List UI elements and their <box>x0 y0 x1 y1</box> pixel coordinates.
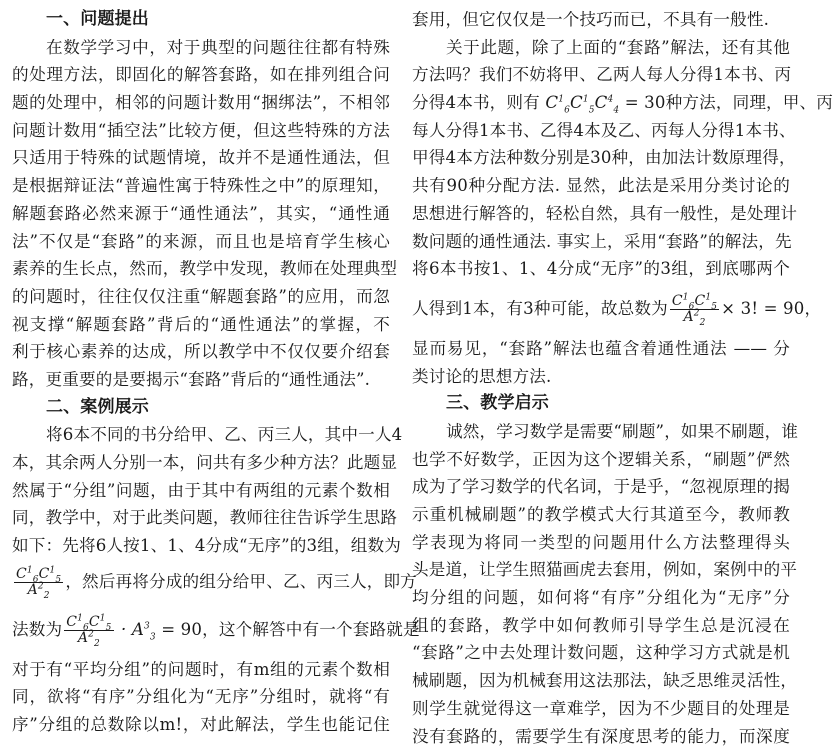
paragraph-line: 同，教学中，对于此类问题，教师往往告诉学生思路 <box>12 504 390 532</box>
paragraph-line: 路，更重要的是要揭示“套路”背后的“通性通法”. <box>12 366 390 394</box>
right-column <box>412 6 790 750</box>
paragraph-line: 解题套路必然来源于“通性通法”，其实，“通性通 <box>12 200 390 228</box>
formula-line <box>12 604 390 656</box>
formula-text: = 30种方法，同理，甲、丙 <box>625 93 833 112</box>
formula-text: × 3! = 90， <box>721 299 821 318</box>
formula-text: 法数为 <box>12 620 62 639</box>
paragraph-line: “套路”之中去处理计数问题，这种学习方式就是机 <box>412 639 790 667</box>
fraction-groups: $\frac{C^1_6C^1_5}{A^2_2}$ <box>14 567 63 597</box>
paragraph-line: 成为了学习数学的代名词，于是乎，“忽视原理的揭 <box>412 473 790 501</box>
paragraph-line: 题的处理中，相邻的问题计数用“捆绑法”，不相邻 <box>12 89 390 117</box>
paragraph-line: 利于核心素养的达成，所以教学中不仅仅要介绍套 <box>12 338 390 366</box>
paragraph-line: 则学生就觉得这一章难学，因为不少题目的处理是 <box>412 695 790 723</box>
formula-text: 分得4本书，则有 <box>412 93 540 112</box>
formula-text: 人得到1本，有3种可能，故总数为 <box>412 299 668 318</box>
paragraph-line: 头是道，让学生照猫画虎去套用，例如，案例中的平 <box>412 556 790 584</box>
paragraph-line: 视支撑“解题套路”背后的“通性通法”的掌握，不 <box>12 311 390 339</box>
paragraph-line: 是根据辩证法“普遍性寓于特殊性之中”的原理知， <box>12 172 390 200</box>
formula-line <box>412 89 790 117</box>
paragraph-line: 素养的生长点，然而，教学中发现，教师在处理典型 <box>12 255 390 283</box>
paragraph-line: 套用，但它仅仅是一个技巧而已，不具有一般性. <box>412 6 790 34</box>
paragraph-line: 没有套路的，需要学生有深度思考的能力，而深度 <box>412 723 790 750</box>
paragraph-line: 的处理方法，即固化的解答套路，如在排列组合问 <box>12 61 390 89</box>
paragraph-line: 数问题的通性通法. 事实上，采用“套路”的解法，先 <box>412 228 790 256</box>
paragraph-line: 类讨论的思想方法. <box>412 363 790 391</box>
paragraph-line: 序”分组的总数除以m!，对此解法，学生也能记住 <box>12 711 390 739</box>
fraction-groups: $\frac{C^1_6C^1_5}{A^2_2}$ <box>670 294 719 324</box>
paragraph-line: 械刷题，因为机械套用这法那法，缺乏思维灵活性， <box>412 667 790 695</box>
paragraph-line: 如下：先将6人按1、1、4分成“无序”的3组，组数为 <box>12 532 390 560</box>
paragraph-line: 组的套路，教学中如何教师引导学生总是沉浸在 <box>412 612 790 640</box>
left-column <box>12 6 390 739</box>
paragraph-line: 思想进行解答的，轻松自然，具有一般性，是处理计 <box>412 200 790 228</box>
paragraph-line: 甲得4本方法种数分别是30种，由加法计数原理得， <box>412 144 790 172</box>
formula-line <box>412 283 790 335</box>
paragraph-line: 方法吗？我们不妨将甲、乙两人每人分得1本书、丙 <box>412 61 790 89</box>
formula-line <box>12 560 390 604</box>
heading-problem: 一、问题提出 <box>12 6 390 34</box>
paragraph-line: 每人分得1本书、乙得4本及乙、丙每人分得1本书、 <box>412 117 790 145</box>
paragraph-line: 示重机械刷题”的教学模式大行其道至今，教师教 <box>412 501 790 529</box>
paragraph-line: 学表现为将同一类型的问题用什么方法整理得头 <box>412 529 790 557</box>
paragraph-line: 法”不仅是“套路”的来源，而且也是培育学生核心 <box>12 228 390 256</box>
paragraph-line: 同，欲将“有序”分组化为“无序”分组时，就将“有 <box>12 683 390 711</box>
formula-combination: $C^1_6C^1_5C^4_4$ <box>540 93 625 112</box>
paragraph-line: 只适用于特殊的试题情境，故并不是通性通法，但 <box>12 144 390 172</box>
paragraph-line: 将6本书按1、1、4分成“无序”的3组，到底哪两个 <box>412 255 790 283</box>
paragraph-line: 均分组的问题，如何将“有序”分组化为“无序”分 <box>412 584 790 612</box>
paragraph-line: 在数学学习中，对于典型的问题往往都有特殊 <box>12 34 390 62</box>
paragraph-line: 问题计数用“插空法”比较方便，但这些特殊的方法 <box>12 117 390 145</box>
paragraph-line: 然属于“分组”问题，由于其中有两组的元素个数相 <box>12 477 390 505</box>
paragraph-line: 对于有“平均分组”的问题时，有m组的元素个数相 <box>12 656 390 684</box>
paragraph-line: 本，其余两人分别一本，问共有多少种方法？此题显 <box>12 449 390 477</box>
paragraph-line: 的问题时，往往仅仅注重“解题套路”的应用，而忽 <box>12 283 390 311</box>
fraction-groups: $\frac{C^1_6C^1_5}{A^2_2}$ <box>64 615 113 645</box>
paragraph-line: 共有90种分配方法. 显然，此法是采用分类讨论的 <box>412 172 790 200</box>
formula-arrange: · $A^3_3$ <box>116 620 162 639</box>
paragraph-line: 诚然，学习数学是需要“刷题”，如果不刷题，谁 <box>412 418 790 446</box>
paragraph-line: 关于此题，除了上面的“套路”解法，还有其他 <box>412 34 790 62</box>
paragraph-line: 将6本不同的书分给甲、乙、丙三人，其中一人4 <box>12 421 390 449</box>
paragraph-line: 也学不好数学，正因为这个逻辑关系，“刷题”俨然 <box>412 446 790 474</box>
formula-text: = 90，这个解答中有一个套路就是 <box>161 620 420 639</box>
heading-teaching: 三、教学启示 <box>412 390 790 418</box>
formula-text: ，然后再将分成的组分给甲、乙、丙三人，即方 <box>65 572 417 591</box>
paragraph-line: 显而易见，“套路”解法也蕴含着通性通法 —— 分 <box>412 335 790 363</box>
heading-case: 二、案例展示 <box>12 394 390 422</box>
